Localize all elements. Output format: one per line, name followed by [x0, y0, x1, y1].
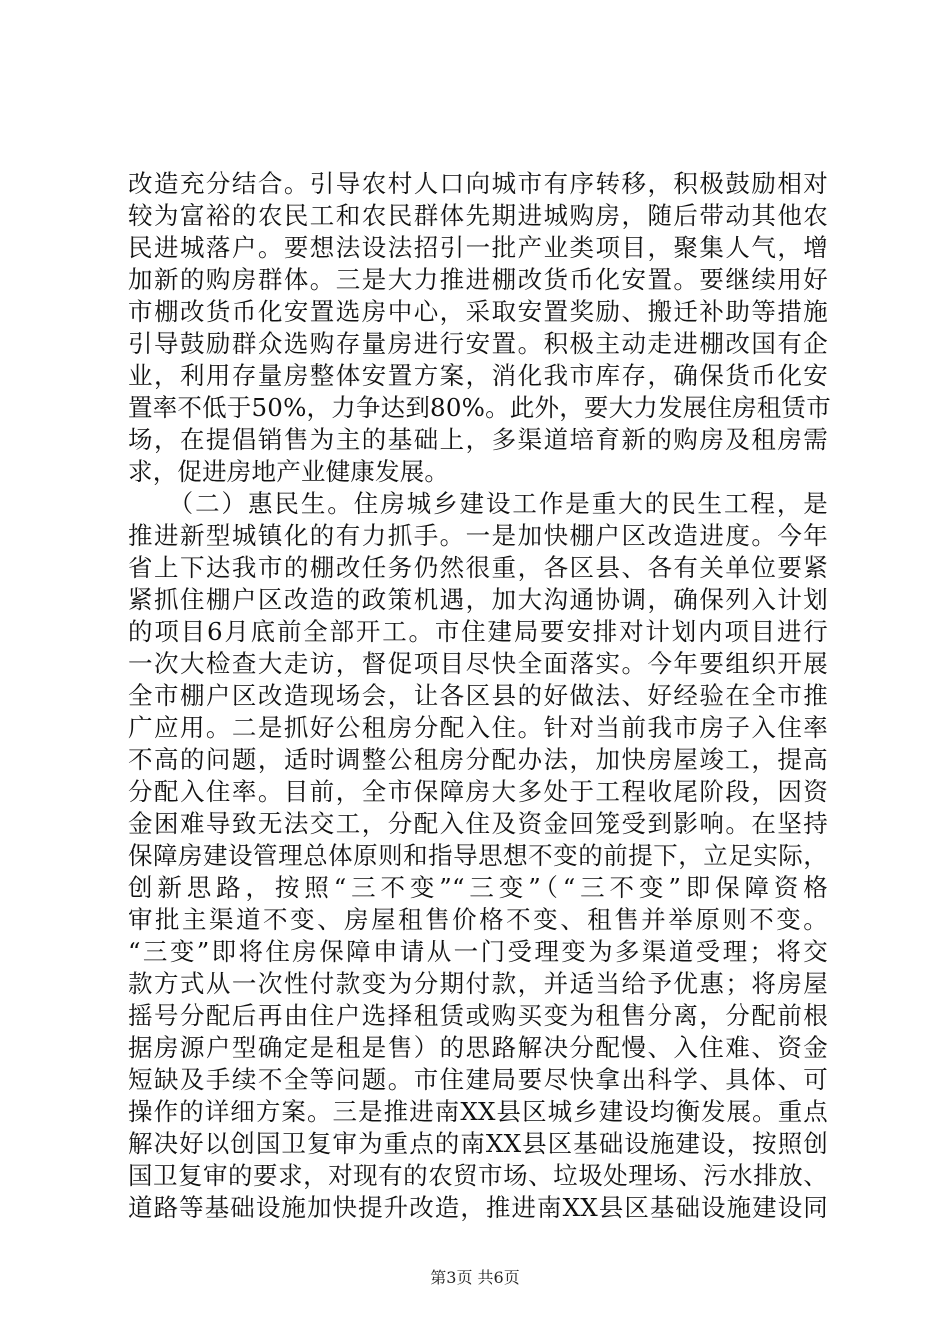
text-line: 紧抓住棚户区改造的政策机遇，加大沟通协调，确保列入计划: [128, 585, 828, 614]
text-line: “三变”即将住房保障申请从一门受理变为多渠道受理；将交: [128, 937, 828, 966]
text-line: 解决好以创国卫复审为重点的南XX县区基础设施建设，按照创: [128, 1129, 828, 1158]
text-line: （二）惠民生。住房城乡建设工作是重大的民生工程，是: [128, 489, 828, 518]
text-line: 据房源户型确定是租是售）的思路解决分配慢、入住难、资金: [128, 1033, 828, 1062]
text-line: 不高的问题，适时调整公租房分配办法，加快房屋竣工，提高: [128, 745, 828, 774]
text-line: 民进城落户。要想法设法招引一批产业类项目，聚集人气，增: [128, 233, 828, 262]
text-line: 审批主渠道不变、房屋租售价格不变、租售并举原则不变。: [128, 905, 828, 934]
text-line: 道路等基础设施加快提升改造，推进南XX县区基础设施建设同: [128, 1193, 828, 1222]
body-text: [128, 168, 831, 1224]
text-line: 保障房建设管理总体原则和指导思想不变的前提下，立足实际，: [128, 841, 828, 870]
text-line: 市棚改货币化安置选房中心，采取安置奖励、搬迁补助等措施: [128, 297, 828, 326]
text-line: 一次大检查大走访，督促项目尽快全面落实。今年要组织开展: [128, 649, 828, 678]
text-line: 款方式从一次性付款变为分期付款，并适当给予优惠；将房屋: [128, 969, 828, 998]
text-line: 金困难导致无法交工，分配入住及资金回笼受到影响。在坚持: [128, 809, 828, 838]
text-line: 短缺及手续不全等问题。市住建局要尽快拿出科学、具体、可: [128, 1065, 828, 1094]
text-line: 求，促进房地产业健康发展。: [128, 457, 450, 486]
text-line: 省上下达我市的棚改任务仍然很重，各区县、各有关单位要紧: [128, 553, 828, 582]
page-footer: 第3页 共6页: [430, 1268, 520, 1287]
text-line: 较为富裕的农民工和农民群体先期进城购房，随后带动其他农: [128, 201, 828, 230]
text-line: 全市棚户区改造现场会，让各区县的好做法、好经验在全市推: [128, 681, 828, 710]
text-line: 操作的详细方案。三是推进南XX县区城乡建设均衡发展。重点: [128, 1097, 828, 1126]
text-line: 业，利用存量房整体安置方案，消化我市库存，确保货币化安: [128, 361, 828, 390]
text-line: 引导鼓励群众选购存量房进行安置。积极主动走进棚改国有企: [128, 329, 828, 358]
text-line: 加新的购房群体。三是大力推进棚改货币化安置。要继续用好: [128, 265, 828, 294]
text-line: 场，在提倡销售为主的基础上，多渠道培育新的购房及租房需: [128, 425, 828, 454]
text-line: 创新思路，按照“三不变”“三变”（“三不变”即保障资格: [128, 873, 828, 902]
text-line: 国卫复审的要求，对现有的农贸市场、垃圾处理场、污水排放、: [128, 1161, 828, 1190]
text-line: 的项目6月底前全部开工。市住建局要安排对计划内项目进行: [128, 617, 828, 646]
text-line: 摇号分配后再由住户选择租赁或购买变为租售分离，分配前根: [128, 1001, 828, 1030]
text-line: 改造充分结合。引导农村人口向城市有序转移，积极鼓励相对: [128, 169, 828, 198]
text-line: 推进新型城镇化的有力抓手。一是加快棚户区改造进度。今年: [128, 521, 828, 550]
text-line: 置率不低于50%，力争达到80%。此外，要大力发展住房租赁市: [128, 393, 831, 422]
text-line: 广应用。二是抓好公租房分配入住。针对当前我市房子入住率: [128, 713, 828, 742]
text-line: 分配入住率。目前，全市保障房大多处于工程收尾阶段，因资: [128, 777, 828, 806]
